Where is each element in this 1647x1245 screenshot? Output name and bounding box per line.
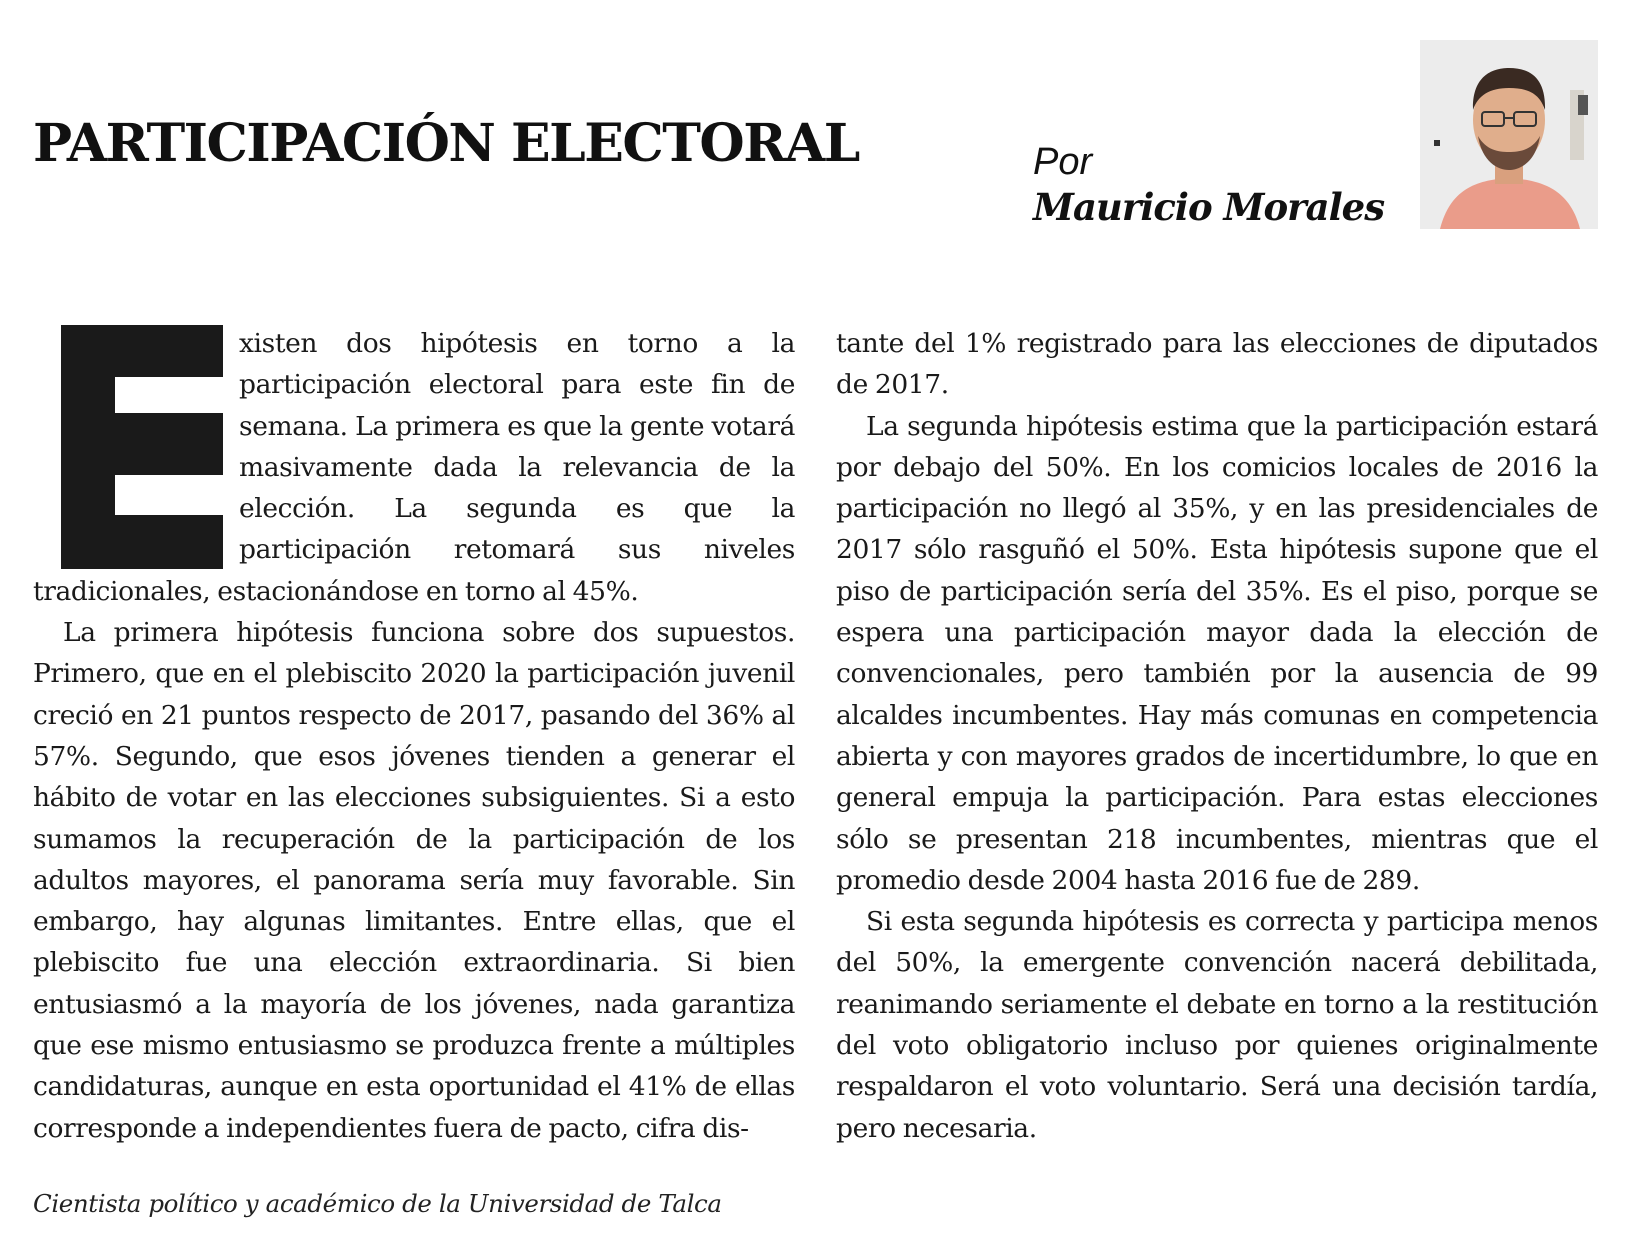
paragraph-1: xisten dos hipótesis en torno a la participación electoral para este fin de semana. La primera es que la gente votará masivamente dada la relevancia de la elección. La segunda es que la participación retomará sus niveles tradicionales, estacionándose en torno al 45%. xyxy=(33,328,795,607)
paragraph-3: La segunda hipótesis estima que la participación estará por debajo del 50%. En los comicios locales de 2016 la participación no llegó al 35%, y en las presidenciales de 2017 sólo rasguñó el 50%. Esta hipótesis supone que el piso de participación sería del 35%. Es el piso, porque se espera una participación mayor dada la elección de convencionales, pero también por la ausencia de 99 alcaldes incumbentes. Hay más comunas en competencia abierta y con mayores grados de incertidumbre, lo que en general empuja la participación. Para estas elecciones sólo se presentan 218 incumbentes, mientras que el promedio desde 2004 hasta 2016 fue de 289. xyxy=(836,410,1598,896)
drop-cap xyxy=(47,325,223,569)
paragraph-2-continued: tante del 1% registrado para las elecciones de diputados de 2017. xyxy=(836,328,1598,401)
article-column-1 xyxy=(33,323,795,1149)
author-name: Mauricio Morales xyxy=(1033,185,1385,229)
paragraph-2: La primera hipótesis funciona sobre dos supuestos. Primero, que en el plebiscito 2020 la participación juvenil creció en 21 puntos respecto de 2017, pasando del 36% al 57%. Segundo, que esos jóvenes tienden a generar el hábito de votar en las elecciones subsiguientes. Si a esto sumamos la recuperación de la participación de los adultos mayores, el panorama sería muy favorable. Sin embargo, hay algunas limitantes. Entre ellas, que el plebiscito fue una elección extraordinaria. Si bien entusiasmó a la mayoría de los jóvenes, nada garantiza que ese mismo entusiasmo se produzca frente a múltiples candidaturas, aunque en esta oportunidad el 41% de ellas corresponde a independientes fuera de pacto, cifra dis- xyxy=(33,617,795,1144)
drop-cap-letter-shape xyxy=(47,325,223,569)
paragraph-4: Si esta segunda hipótesis es correcta y participa menos del 50%, la emergente convención nacerá debilitada, reanimando seriamente el debate en torno a la restitución del voto obligatorio incluso por quienes originalmente respaldaron el voto voluntario. Será una decisión tardía, pero necesaria. xyxy=(836,906,1598,1144)
article-title: PARTICIPACIÓN ELECTORAL xyxy=(33,113,859,174)
byline-prefix: Por xyxy=(1033,141,1093,183)
author-photo xyxy=(1420,40,1598,229)
article-column-2 xyxy=(836,323,1598,1149)
author-portrait-icon xyxy=(1420,40,1598,229)
author-affiliation: Cientista político y académico de la Universidad de Talca xyxy=(33,1189,722,1218)
